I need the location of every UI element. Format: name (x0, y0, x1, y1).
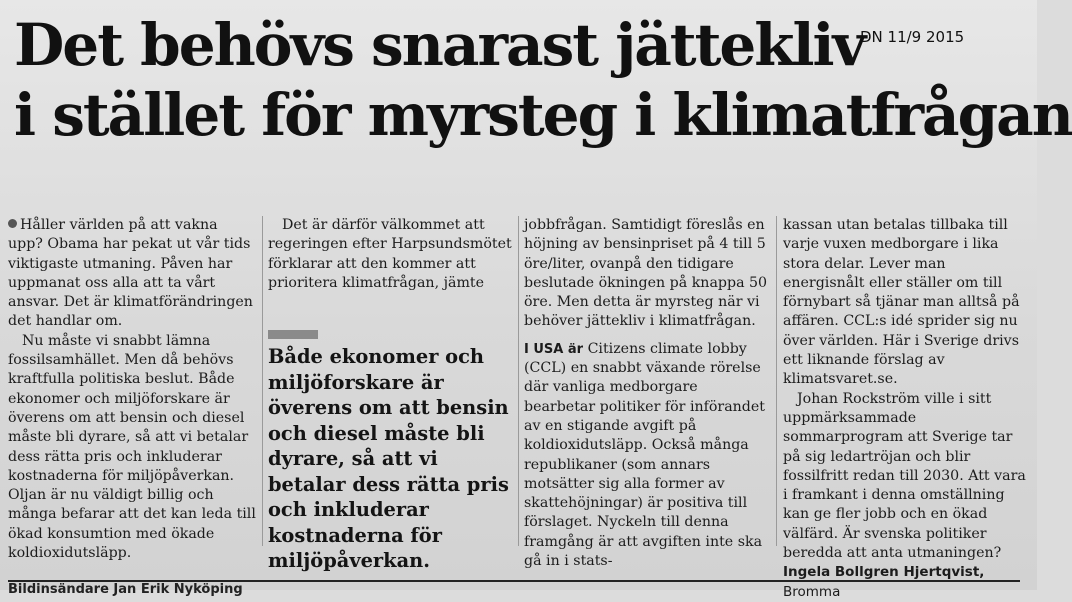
dateline: DN 11/9 2015 (860, 28, 965, 46)
column-3 (524, 216, 768, 571)
pullquote: Både ekonomer och miljöforskare är överens om att bensin och diesel måste bli dyrare, så att vi betalar dess rätta pris och inkluderar kostnaderna för miljöpåverkan. (268, 345, 509, 572)
column-2 (268, 216, 512, 293)
paragraph: kassan utan betalas tillbaka till varje vuxen medborgare i lika stora delar. Lever man energisnålt eller ställer om till förnybart så tjänar man alltså på affären. CCL:s idé sprider sig nu över världen. Här i Sverige drivs ett liknande förslag av klimatsvaret.se. (783, 217, 1020, 388)
paragraph-lead: I USA är (524, 341, 584, 357)
paragraph: Det är därför välkommet att regeringen efter Harpsundsmötet förklarar att den kommer att prioritera klimatfrågan, jämte (268, 217, 512, 291)
byline-place: Bromma (783, 583, 841, 600)
byline-name: Ingela Bollgren Hjertqvist, (783, 564, 985, 581)
paragraph: Håller världen på att vakna upp? Obama har pekat ut vår tids viktigaste utmaning. Påven har uppmanat oss alla att ta vårt ansvar. Det är klimatförändringen det handlar om. (8, 217, 253, 330)
pullquote-rule (268, 330, 318, 339)
column-divider (262, 216, 263, 546)
column-1 (8, 216, 256, 563)
paragraph: Johan Rockström ville i sitt uppmärksammade sommarprogram att Sverige tar på sig ledartröjan och blir fossilfritt redan till 2030. Att vara i framkant i denna omställning kan ge fler jobb och en ökad välfärd. Är svenska politiker beredda att anta utmaningen? (783, 390, 1026, 562)
bullet-icon (8, 219, 17, 228)
paragraph: Nu måste vi snabbt lämna fossilsamhället. Men då behövs kraftfulla politiska beslut. Både ekonomer och miljöforskare är överens om att bensin och diesel måste bli dyrare, så att vi betalar dess rätta pris och inkluderar kostnaderna för miljöpåverkan. Oljan är nu väldigt billig och många befarar att det kan leda till ökad konsumtion med ökade koldioxidutsläpp. (8, 332, 256, 562)
paragraph: I USA är Citizens climate lobby (CCL) en snabbt växande rörelse där vanliga medborgare bearbetar politiker för införandet av en stigande avgift på koldioxidutsläpp. Också många republikaner (som annars motsätter sig alla former av skattehöjningar) är positiva till förslaget. Nyckeln till denna framgång är att avgiften inte ska gå in i stats- (524, 340, 765, 570)
bottom-strip: Bildinsändare Jan Erik Nyköping (8, 582, 243, 597)
column-divider (518, 216, 519, 546)
headline-line-1: Det behövs snarast jättekliv (14, 11, 865, 79)
column-4 (783, 216, 1031, 602)
headline-line-2: i stället för myrsteg i klimatfrågan (14, 81, 1072, 149)
paragraph: jobbfrågan. Samtidigt föreslås en höjning av bensinpriset på 4 till 5 öre/liter, ovanpå den tidigare beslutade ökningen på knappa 50 öre. Men detta är myrsteg när vi behöver jättekliv i klimatfrågan. (524, 217, 768, 330)
column-divider (776, 216, 777, 546)
